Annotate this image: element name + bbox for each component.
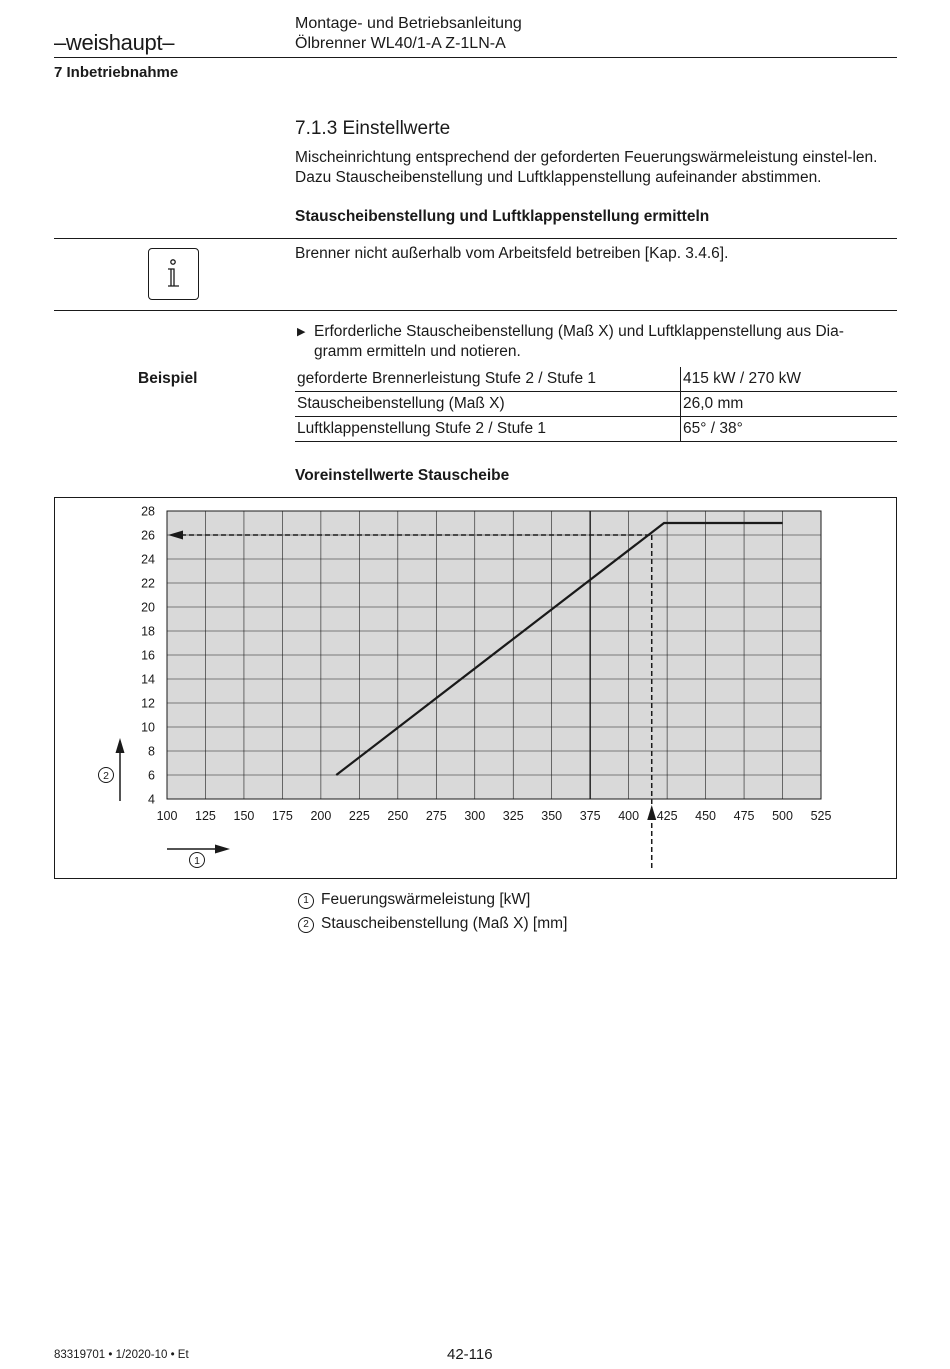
x-tick-label: 150 [233, 809, 255, 823]
x-tick-label: 200 [310, 809, 332, 823]
table-row [295, 417, 897, 442]
y-tick-label: 26 [141, 528, 155, 543]
x-tick-label: 350 [541, 809, 563, 823]
table-row [295, 367, 897, 392]
x-tick-label: 400 [618, 809, 640, 823]
legend-number-badge: 1 [298, 893, 314, 909]
x-tick-label: 325 [502, 809, 524, 823]
instruction-step [297, 322, 887, 362]
x-tick-label: 425 [656, 809, 678, 823]
info-note: Brenner nicht außerhalb vom Arbeitsfeld betreiben [Kap. 3.4.6]. [295, 245, 729, 262]
legend-item-1 [298, 891, 530, 909]
y-tick-label: 12 [141, 696, 155, 711]
section-paragraph: Mischeinrichtung entsprechend der geforderten Feuerungswärmeleistung einstel-len. Dazu Stauscheibenstellung und Luftklappenstellung aufeinander abstimmen. [295, 149, 878, 186]
header-product-name: Ölbrenner WL40/1-A Z-1LN-A [295, 35, 506, 52]
info-icon [148, 248, 199, 300]
reading-arrow-up-icon [647, 805, 656, 820]
x-tick-label: 375 [579, 809, 601, 823]
example-table [295, 367, 897, 442]
legend-text: Stauscheibenstellung (Maß X) [mm] [321, 915, 568, 932]
table-cell-value: 415 kW / 270 kW [681, 367, 898, 392]
y-tick-label: 28 [141, 504, 155, 519]
x-tick-label: 250 [387, 809, 409, 823]
x-tick-label: 100 [156, 809, 178, 823]
table-cell-label: Luftklappenstellung Stufe 2 / Stufe 1 [295, 417, 681, 442]
footer-document-id: 83319701 • 1/2020-10 • Et [54, 1349, 189, 1361]
y-tick-label: 20 [141, 600, 155, 615]
table-cell-value: 65° / 38° [681, 417, 898, 442]
instruction-step-text: Erforderliche Stauscheibenstellung (Maß X) und Luftklappenstellung aus Dia-gramm ermitteln und notieren. [314, 323, 844, 360]
weishaupt-logo: –weishaupt– [54, 30, 175, 55]
y-tick-label: 18 [141, 624, 155, 639]
y-tick-label: 16 [141, 648, 155, 663]
legend-text: Feuerungswärmeleistung [kW] [321, 891, 531, 908]
y-tick-label: 10 [141, 720, 155, 735]
y-axis-arrow-icon [116, 738, 125, 753]
stauscheibe-chart [54, 497, 897, 879]
x-tick-label: 450 [695, 809, 717, 823]
info-rule-top [54, 238, 897, 239]
y-tick-label: 24 [141, 552, 155, 567]
y-tick-label: 6 [148, 768, 155, 783]
legend-number-badge: 2 [298, 917, 314, 933]
legend-item-2 [298, 915, 567, 933]
example-label: Beispiel [138, 370, 198, 387]
x-axis-arrow-icon [215, 845, 230, 854]
y-tick-label: 14 [141, 672, 155, 687]
table-row [295, 392, 897, 417]
chapter-heading: 7 Inbetriebnahme [54, 64, 179, 81]
header-rule [54, 57, 897, 58]
triangle-bullet-icon: ▶ [297, 326, 306, 338]
x-tick-label: 300 [464, 809, 486, 823]
info-rule-bottom [54, 310, 897, 311]
chart-title: Voreinstellwerte Stauscheibe [295, 467, 510, 484]
x-tick-label: 525 [810, 809, 832, 823]
x-tick-label: 175 [271, 809, 293, 823]
section-subtitle: Stauscheibenstellung und Luftklappenstellung ermitteln [295, 208, 710, 225]
y-axis-marker-number: 2 [103, 770, 109, 782]
x-tick-label: 500 [772, 809, 793, 823]
footer-page-number: 42-116 [447, 1346, 493, 1363]
header-document-type: Montage- und Betriebsanleitung [295, 15, 522, 32]
section-title: 7.1.3 Einstellwerte [295, 118, 451, 139]
table-cell-label: geforderte Brennerleistung Stufe 2 / Stufe 1 [295, 367, 681, 392]
table-cell-value: 26,0 mm [681, 392, 898, 417]
table-cell-label: Stauscheibenstellung (Maß X) [295, 392, 681, 417]
x-axis-marker-number: 1 [194, 855, 200, 867]
y-tick-label: 4 [148, 792, 155, 807]
x-tick-label: 475 [733, 809, 755, 823]
x-tick-label: 275 [425, 809, 447, 823]
y-tick-label: 8 [148, 744, 155, 759]
x-tick-label: 225 [348, 809, 370, 823]
x-tick-label: 125 [195, 809, 216, 823]
y-tick-label: 22 [141, 576, 155, 591]
